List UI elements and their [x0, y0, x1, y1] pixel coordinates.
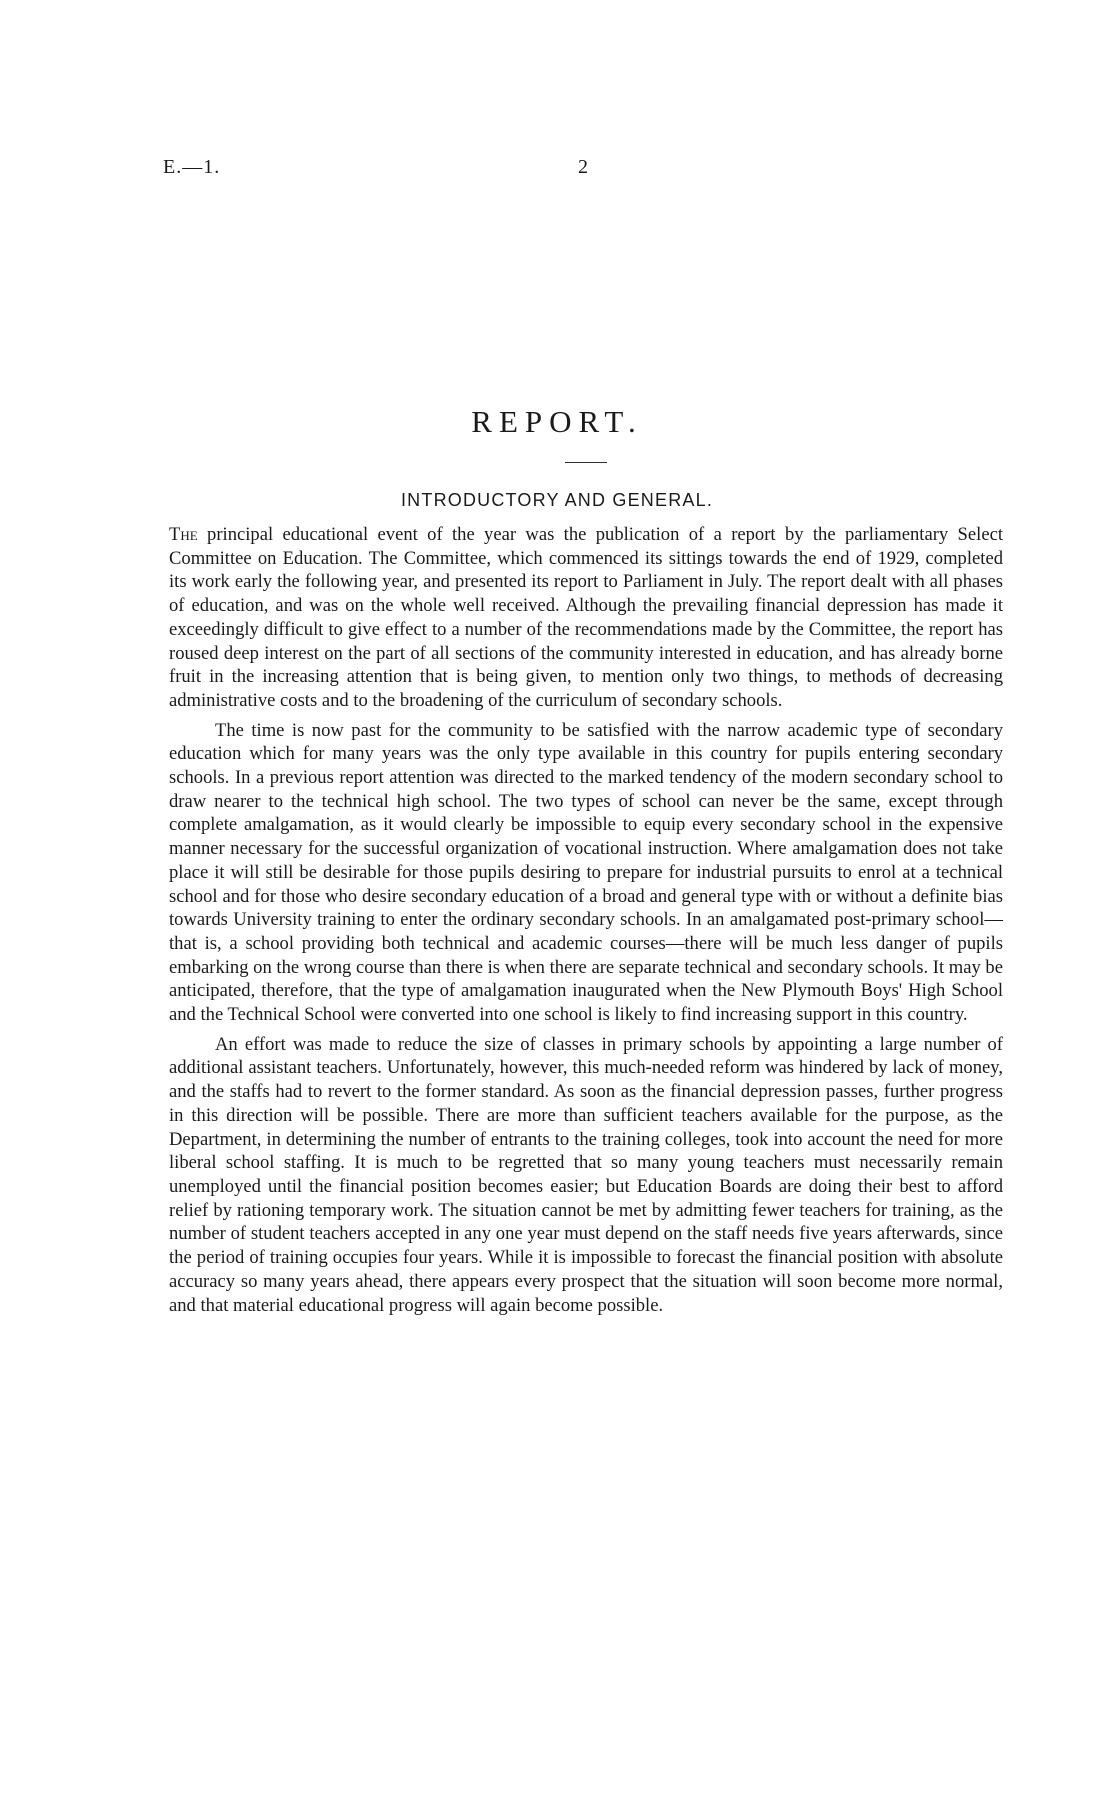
- report-title: REPORT.: [471, 404, 643, 439]
- paragraph-2: The time is now past for the community to be satisfied with the narrow academic type of secondary education which for many years was the only type available in this country for pupils entering secondary schools. In a previous report attention was directed to the marked tendency of the modern secondary school to draw nearer to the technical high school. The two types of school can never be the same, except through complete amalgamation, as it would clearly be impossible to equip every secondary school in the expensive manner necessary for the successful organization of vocational instruction. Where amalgamation does not take place it will still be desirable for those pupils desiring to prepare for industrial pursuits to enrol at a technical school and for those who desire secondary education of a broad and general type with or without a definite bias towards University training to enter the ordinary secondary schools. In an amalgamated post-primary school—that is, a school providing both technical and academic courses—there will be much less danger of pupils embarking on the wrong course than there is when there are separate technical and secondary schools. It may be anticipated, therefore, that the type of amalgamation inaugurated when the New Plymouth Boys' High School and the Technical School were converted into one school is likely to find increasing support in this country.: [169, 719, 1003, 1026]
- title-divider: [565, 462, 607, 463]
- page-number: 2: [578, 156, 588, 178]
- parliamentary-paper-reference: E.—1.: [163, 156, 221, 178]
- paragraph-3: An effort was made to reduce the size of classes in primary schools by appointing a large number of additional assistant teachers. Unfortunately, however, this much-needed reform was hindered by lack of money, and the staffs had to revert to the former standard. As soon as the financial depression passes, further progress in this direction will be possible. There are more than sufficient teachers available for the purpose, as the Department, in determining the number of entrants to the training colleges, took into account the need for more liberal school staffing. It is much to be regretted that so many young teachers must necessarily remain unemployed until the financial position becomes easier; but Education Boards are doing their best to afford relief by rationing temporary work. The situation cannot be met by admitting fewer teachers for training, as the number of student teachers accepted in any one year must depend on the staff needs five years afterwards, since the period of training occupies four years. While it is impossible to forecast the financial position with absolute accuracy so many years ahead, there appears every prospect that the situation will soon become more normal, and that material educational progress will again become possible.: [169, 1033, 1003, 1316]
- section-heading: INTRODUCTORY AND GENERAL.: [400, 490, 714, 510]
- paragraph-text: principal educational event of the year was the publication of a report by the parliamentary Select Committee on Education. The Committee, which commenced its sittings towards the end of 1929, completed its work early the following year, and presented its report to Parliament in July. The report dealt with all phases of education, and was on the whole well received. Although the prevailing financial depression has made it exceedingly difficult to give effect to a number of the recommendations made by the Committee, the report has roused deep interest on the part of all sections of the community interested in education, and has already borne fruit in the increasing attention that is being given, to mention only two things, to methods of decreasing administrative costs and to the broadening of the curriculum of secondary schools.: [169, 524, 1003, 711]
- report-body: [169, 523, 1003, 1323]
- paragraph-1: [169, 523, 1003, 713]
- paragraph-lead-word: The: [169, 524, 198, 545]
